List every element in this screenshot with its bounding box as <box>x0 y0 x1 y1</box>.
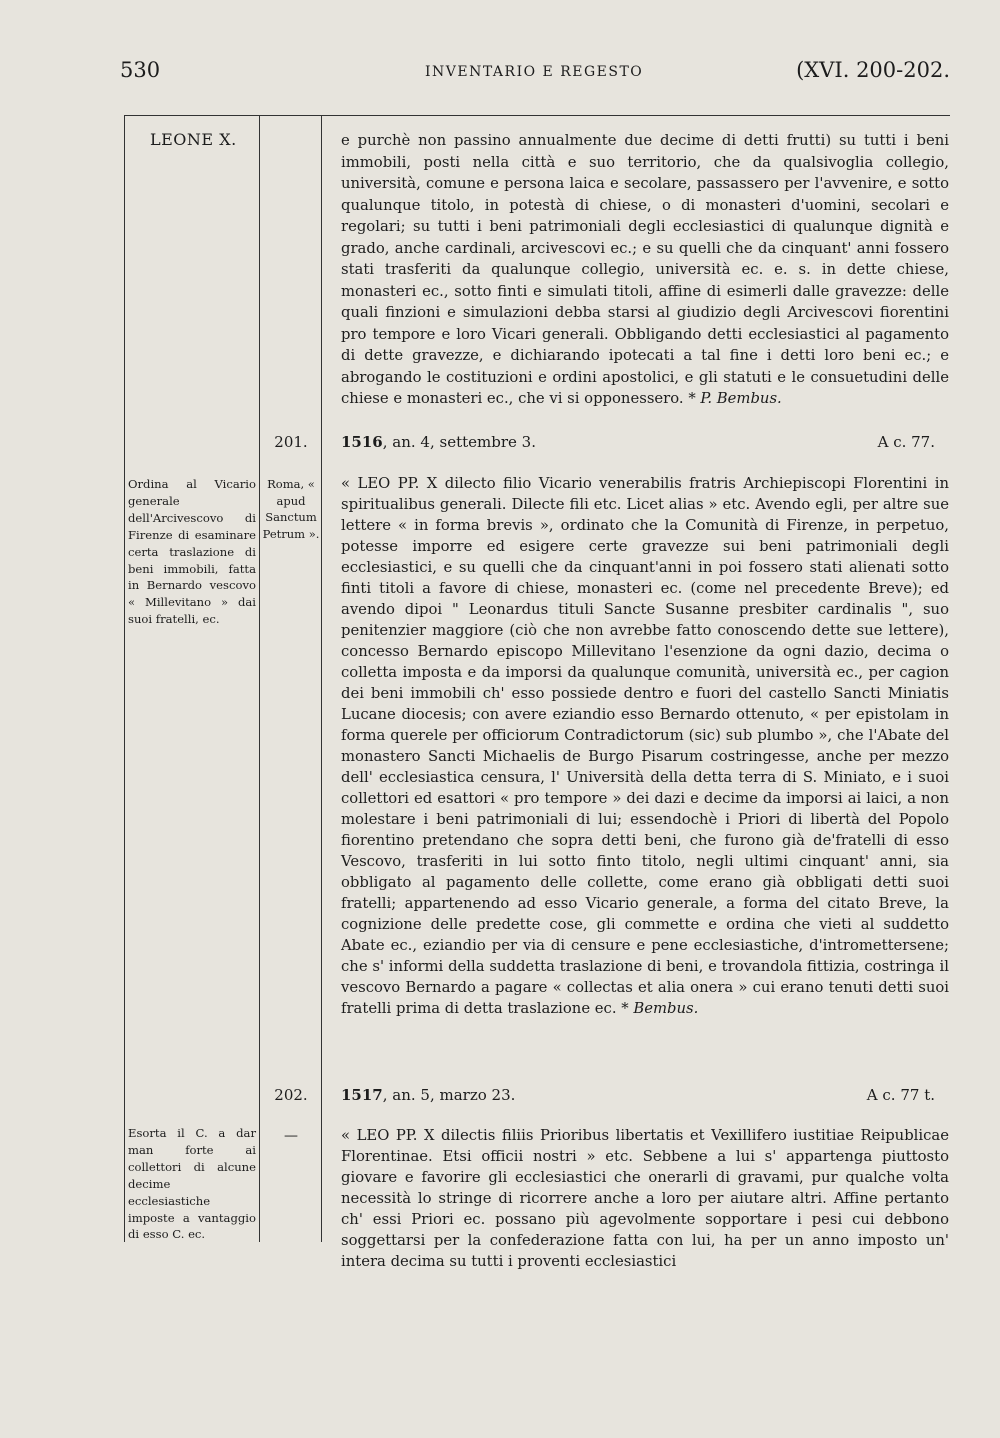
entry-201-year: 1516 <box>341 433 383 451</box>
entry-range: (XVI. 200-202. <box>796 58 950 82</box>
entry-202-year: 1517 <box>341 1086 383 1104</box>
entry-201-body: « LEO PP. X dilecto filio Vicario venerabilis fratris Archiepiscopi Florentini in spiritualibus generali. Dilecte fili etc. Licet alias » etc. Avendo egli, per altre sue lettere « in forma brevis », ordinato che la Comunità di Firenze, in perpetuo, potesse imporre ed esigere certe gravezze sui beni patrimoniali degli ecclesiastici, e su quelli che da cinquant'anni in poi fossero stati alienati sotto finti titoli a favore di chiese, monasteri ec. (come nel precedente Breve); ed avendo dipoi " Leonardus tituli Sancte Susanne presbiter cardinalis ", suo penitenzier maggiore (ciò che non avrebbe fatto conoscendo dette sue lettere), concesso Bernardo episcopo Millevitano l'esenzione da ogni dazio, decima o colletta imposta e da imporsi da qualunque comunità, università ec., per cagion dei beni immobili ch' esso possiede dentro e fuori del castello Sancti Miniatis Lucane diocesis; con avere eziandio esso Bernardo ottenuto, « per epistolam in forma querele per officiorum Contradictorum (sic) sub plumbo », che l'Abate del monastero Sancti Michaelis de Burgo Pisarum costringesse, anche per mezzo dell' ecclesiastica censura, l' Università della detta terra di S. Miniato, e i suoi collettori ed esattori « pro tempore » dei dazi e decime da imporsi ai laici, a non molestare i beni patrimoniali di lui; essendochè i Priori di libertà del Popolo fiorentino pretendano che sopra detti beni, che furono già de'fratelli di esso Vescovo, trasferiti in lui sotto finto titolo, negli ultimi cinquant' anni, sia obbligato al pagamento delle collette, come erano già obbligati detti suoi fratelli; appartenendo ad esso Vicario generale, a forma del citato Breve, la cognizione delle predette cose, gli commette e ordina che vieti al suddetto Abate ec., eziandio per via di censure e pene ecclesiastiche, d'intromettersene; che s' informi della suddetta traslazione di beni, e trovandola fittizia, costringa il vescovo Bernardo a pagare « collectas et alia onera » cui erano tenuti detti suoi fratelli prima di detta traslazione ec. <box>341 475 949 1017</box>
entry-202-summary: Esorta il C. a dar man forte ai collettori di alcune decime ecclesiastiche imposte a vantaggio di esso C. ec. <box>128 1126 256 1242</box>
entry-201-summary: Ordina al Vicario generale dell'Arcivescovo di Firenze di esaminare certa traslazione di beni immobili, fatta in Bernardo vescovo « Millevitano » dai suoi fratelli, ec. <box>128 477 256 627</box>
entry-202-reference: A c. 77 t. <box>866 1086 935 1104</box>
entry-201-signature: * Bembus. <box>621 1000 699 1017</box>
place-column-rule <box>321 115 322 1242</box>
entry-201-text <box>341 473 949 1019</box>
entry-201-date: , an. 4, settembre 3. <box>382 433 536 451</box>
entry-200-body: e purchè non passino annualmente due decime di detti frutti) su tutti i beni immobili, posti nella città e suo territorio, che da qualsivoglia collegio, università, comune e persona laica e secolare, passassero per l'avvenire, e sotto qualunque titolo, in potestà di chiese, o di monasteri d'uomini, secolari e regolari; su tutti i beni patrimoniali degli ecclesiastici di qualunque dignità e grado, anche cardinali, arcivescovi ec.; e su quelli che da cinquant' anni fossero stati trasferiti da qualunque collegio, università ec. e. s. in dette chiese, monasteri ec., sotto finti e simulati titoli, affine di esimerli dalle gravezze: delle quali finzioni e simulazioni debba starsi al giudizio degli Arcivescovi fiorentini pro tempore e loro Vicari generali. Obbligando detti ecclesiastici al pagamento di dette gravezze, e dichiarando ipotecati a tal fine i detti loro beni ec.; e abrogando le costituzioni e ordini apostolici, e gli statuti e le consuetudini delle chiese e monasteri ec., che vi si opponessero. <box>341 132 949 407</box>
pope-name: LEONE X. <box>150 130 237 149</box>
running-head <box>120 58 950 92</box>
entry-202-date: , an. 5, marzo 23. <box>382 1086 516 1104</box>
top-rule <box>124 115 950 116</box>
entry-202-text <box>341 1125 949 1272</box>
entry-201-number: 201. <box>274 433 308 451</box>
entry-201-place: Roma, « apud Sanctum Petrum ». <box>262 477 320 541</box>
running-title: INVENTARIO E REGESTO <box>425 64 644 80</box>
entry-201-reference: A c. 77. <box>877 433 935 451</box>
entry-202-place: — <box>284 1128 298 1144</box>
entry-200-signature: * P. Bembus. <box>688 390 782 407</box>
entry-202-body: « LEO PP. X dilectis filiis Prioribus libertatis et Vexillifero iustitiae Reipublicae Florentinae. Etsi officii nostri » etc. Sebbene a lui s' appartenga piuttosto giovare e favorire gli ecclesiastici che onerarli di gravami, pur qualche volta necessità lo stringe di ricorrere anche a loro per aiutare altri. Affine pertanto ch' essi Priori ec. possano più agevolmente sopportare i pesi cui debbono soggettarsi per la confederazione fatta con lui, ha per un anno imposto un' intera decima su tutti i proventi ecclesiastici <box>341 1127 949 1270</box>
entry-202-heading <box>341 1086 949 1108</box>
page-number: 530 <box>120 58 161 82</box>
entry-201-heading <box>341 433 949 455</box>
entry-200-text <box>341 130 949 410</box>
summary-column-rule <box>259 115 260 1242</box>
left-column-rule <box>124 115 125 1242</box>
entry-202-date-line <box>341 1086 515 1104</box>
entry-202-number: 202. <box>274 1086 308 1104</box>
entry-201-date-line <box>341 433 536 451</box>
